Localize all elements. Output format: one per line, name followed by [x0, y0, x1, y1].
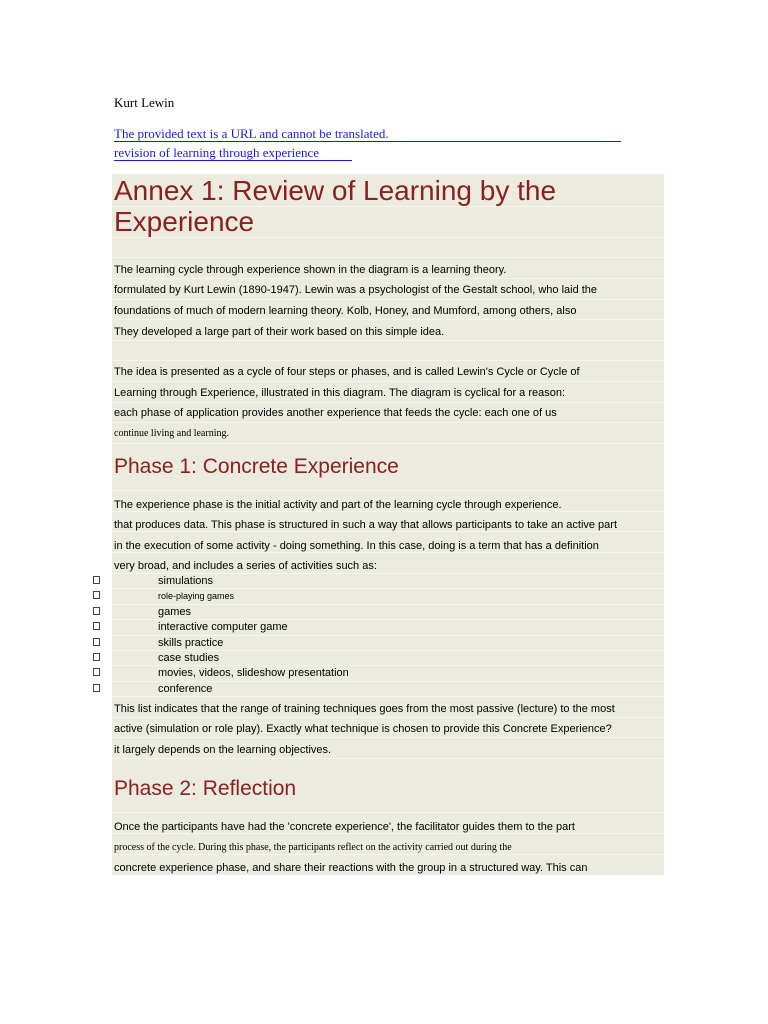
- activity-label: movies, videos, slideshow presentation: [158, 667, 349, 679]
- phase1-title: Phase 1: Concrete Experience: [114, 455, 399, 478]
- bullet-box-icon: [93, 576, 100, 584]
- revision-link[interactable]: [114, 145, 319, 161]
- activity-label: simulations: [158, 575, 214, 587]
- phase1-line-4: very broad, and includes a series of activities such as:: [114, 560, 377, 572]
- bullet-box-icon: [93, 591, 100, 599]
- activity-label: skills practice: [158, 637, 224, 649]
- bullet-box-icon: [93, 684, 100, 692]
- phase2-line-1: Once the participants have had the 'concrete experience', the facilitator guides them to the part: [114, 821, 575, 833]
- bullet-box-icon: [93, 653, 100, 661]
- phase2-title: Phase 2: Reflection: [114, 777, 297, 800]
- cycle-line-4: continue living and learning.: [114, 428, 229, 439]
- bullet-box-icon: [93, 668, 100, 676]
- phase2-line-2: process of the cycle. During this phase, the participants reflect on the activity carried out during the: [114, 842, 512, 853]
- author-name: Kurt Lewin: [114, 95, 175, 110]
- activity-label: conference: [158, 683, 213, 695]
- intro-line-4: They developed a large part of their work based on this simple idea.: [114, 326, 445, 338]
- phase1-line-1: The experience phase is the initial activity and part of the learning cycle through experience.: [114, 499, 562, 511]
- activity-label: games: [158, 606, 192, 618]
- phase2-line-3: concrete experience phase, and share their reactions with the group in a structured way. This can: [114, 862, 588, 874]
- list-note-line-3: it largely depends on the learning objectives.: [114, 744, 332, 756]
- cycle-line-2: Learning through Experience, illustrated in this diagram. The diagram is cyclical for a reason:: [114, 387, 566, 399]
- bullet-box-icon: [93, 607, 100, 615]
- cycle-line-3: each phase of application provides another experience that feeds the cycle: each one of us: [114, 407, 557, 419]
- phase1-line-2: that produces data. This phase is structured in such a way that allows participants to take an active part: [114, 519, 618, 531]
- activity-label: case studies: [158, 652, 220, 664]
- url-link-text: The provided text is a URL and cannot be translated.: [114, 126, 389, 141]
- annex-panel: [112, 174, 664, 875]
- activity-label: interactive computer game: [158, 621, 288, 633]
- activity-label: role-playing games: [158, 591, 235, 601]
- intro-line-2: formulated by Kurt Lewin (1890-1947). Lewin was a psychologist of the Gestalt school, who laid the: [114, 284, 598, 296]
- intro-line-3: foundations of much of modern learning theory. Kolb, Honey, and Mumford, among others, also: [114, 305, 577, 317]
- bullet-box-icon: [93, 638, 100, 646]
- intro-line-1: The learning cycle through experience shown in the diagram is a learning theory.: [114, 264, 507, 276]
- bullet-box-icon: [93, 622, 100, 630]
- revision-link-text: revision of learning through experience: [114, 145, 320, 160]
- phase1-line-3: in the execution of some activity - doing something. In this case, doing is a term that has a definition: [114, 540, 599, 552]
- annex-title: Annex 1: Review of Learning by the Experience: [114, 175, 557, 237]
- list-note-line-1: This list indicates that the range of training techniques goes from the most passive (lecture) to the most: [114, 703, 615, 715]
- list-note-line-2: active (simulation or role play). Exactly what technique is chosen to provide this Concrete Experience?: [114, 723, 612, 735]
- url-link[interactable]: [114, 126, 389, 142]
- cycle-line-1: The idea is presented as a cycle of four steps or phases, and is called Lewin's Cycle or Cycle of: [114, 366, 580, 378]
